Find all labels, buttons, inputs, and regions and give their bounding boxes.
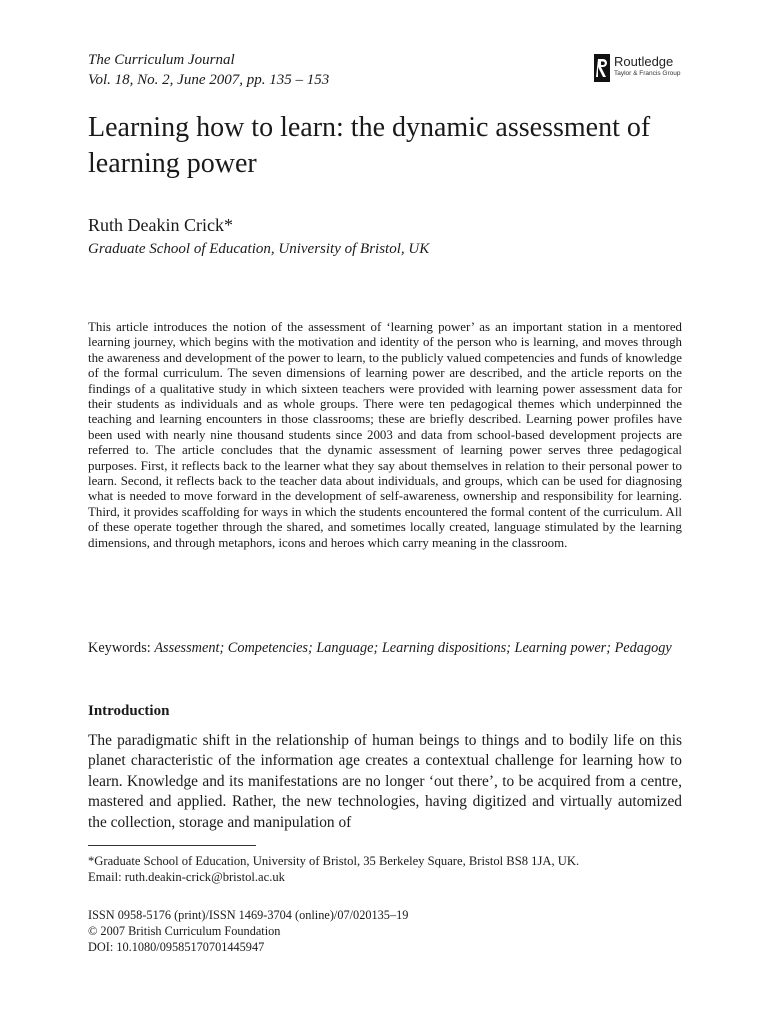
issn: ISSN 0958-5176 (print)/ISSN 1469-3704 (online)/07/020135–19	[88, 908, 409, 922]
keywords-label: Keywords:	[88, 640, 151, 656]
author-affiliation: Graduate School of Education, University of Bristol, UK	[88, 241, 430, 257]
footnote-divider	[88, 845, 256, 846]
publication-info	[88, 907, 688, 955]
keywords-list: Assessment; Competencies; Language; Learning dispositions; Learning power; Pedagogy	[154, 640, 672, 656]
journal-header	[88, 50, 329, 90]
introduction-paragraph: The paradigmatic shift in the relationship of human beings to things and to bodily life on this planet characteristic of the information age creates a contextual challenge for learning how to learn. Knowledge and its manifestations are no longer ‘out there’, to be acquired from a centre, mastered and applied. Rather, the new technologies, having digitized and virtually automized the collection, storage and manipulation of	[88, 732, 682, 831]
journal-name: The Curriculum Journal	[88, 52, 235, 68]
keywords	[88, 638, 682, 658]
section-heading-introduction: Introduction	[88, 703, 170, 719]
doi: DOI: 10.1080/09585170701445947	[88, 940, 265, 954]
journal-citation: Vol. 18, No. 2, June 2007, pp. 135 – 153	[88, 72, 330, 88]
routledge-r-logo-icon	[594, 54, 610, 82]
publisher-logo	[594, 54, 724, 84]
article-title: Learning how to learn: the dynamic assessment of learning power	[88, 112, 651, 179]
footnote-email: Email: ruth.deakin-crick@bristol.ac.uk	[88, 870, 285, 884]
publisher-group: Taylor & Francis Group	[614, 70, 681, 77]
copyright: © 2007 British Curriculum Foundation	[88, 924, 281, 938]
footnote-address: *Graduate School of Education, University of Bristol, 35 Berkeley Square, Bristol BS8 1JA, UK.	[88, 854, 580, 868]
author-name: Ruth Deakin Crick*	[88, 215, 233, 235]
abstract: This article introduces the notion of the assessment of ‘learning power’ as an important station in a mentored learning journey, which begins with the motivation and identity of the person who is learning, and moves through the awareness and development of the power to learn, to the publicly valued competencies and funds of knowledge of the formal curriculum. The seven dimensions of learning power are described, and the article reports on the findings of a qualitative study in which sixteen teachers were provided with learning power assessment data for their students as individuals and as whole groups. There were ten pedagogical themes which underpinned the teaching and learning encounters in those classrooms; these are briefly described. Learning power profiles have been used with nearly nine thousand students since 2003 and data from school-based development projects are referred to. The article concludes that the dynamic assessment of learning power serves three pedagogical purposes. First, it reflects back to the learner what they say about themselves in relation to their personal power to learn. Second, it reflects back to the teacher data about individuals, and groups, which can be used for diagnosing what is needed to move forward in the development of self-awareness, ownership and responsibility for learning. Third, it provides scaffolding for ways in which the students encountered the formal content of the curriculum. All of these operate together through the shared, and sometimes locally created, language stimulated by the learning dimensions, and through metaphors, icons and heroes which carry meaning in the classroom.	[88, 320, 682, 550]
publisher-name: Routledge	[614, 54, 674, 69]
footnote	[88, 853, 688, 885]
